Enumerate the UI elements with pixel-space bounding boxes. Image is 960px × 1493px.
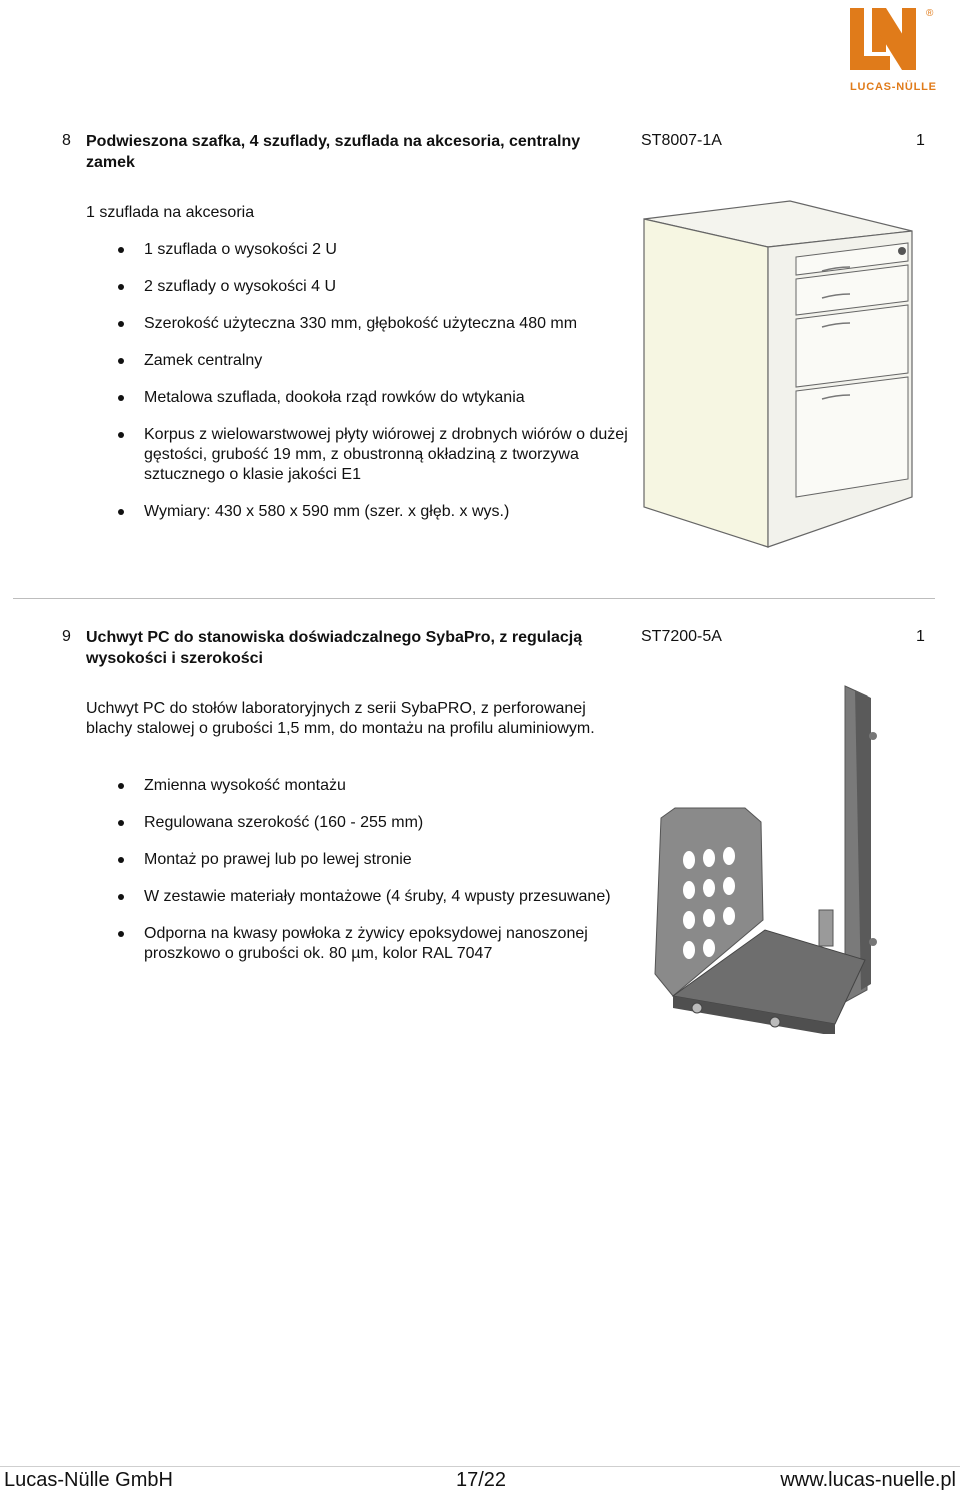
pc-holder-image (645, 684, 890, 1034)
footer-page-number: 17/22 (456, 1469, 507, 1491)
item-number: 8 (62, 132, 71, 149)
footer-website[interactable]: www.lucas-nuelle.pl (780, 1469, 956, 1491)
list-item: Wymiary: 430 x 580 x 590 mm (szer. x głęb. x wys.) (112, 502, 632, 522)
svg-text:®: ® (926, 8, 934, 19)
list-item: Metalowa szuflada, dookoła rząd rowków do wtykania (112, 388, 632, 408)
item-intro: 1 szuflada na akcesoria (86, 204, 255, 221)
item-code: ST7200-5A (641, 628, 722, 645)
list-item: Odporna na kwasy powłoka z żywicy epoksydowej nanoszonej proszkowo o grubości ok. 80 µm, kolor RAL 7047 (112, 924, 632, 964)
item-intro: Uchwyt PC do stołów laboratoryjnych z serii SybaPRO, z perforowanej blachy stalowej o grubości 1,5 mm, do montażu na profilu aluminiowym. (86, 700, 595, 737)
item-quantity: 1 (916, 132, 925, 149)
lucas-nuelle-logo (846, 4, 940, 96)
item-title: Uchwyt PC do stanowiska doświadczalnego SybaPro, z regulacją wysokości i szerokości (86, 629, 583, 667)
footer-company: Lucas-Nülle GmbH (4, 1469, 173, 1491)
cabinet-image (640, 195, 940, 565)
item-number: 9 (62, 628, 71, 645)
list-item: Korpus z wielowarstwowej płyty wiórowej z drobnych wiórów o dużej gęstości, grubość 19 mm, z obustronną okładziną z tworzywa sztucznego o klasie jakości E1 (112, 425, 632, 485)
list-item: Szerokość użyteczna 330 mm, głębokość użyteczna 480 mm (112, 314, 632, 334)
list-item: W zestawie materiały montażowe (4 śruby, 4 wpusty przesuwane) (112, 887, 632, 907)
list-item: Regulowana szerokość (160 - 255 mm) (112, 813, 632, 833)
feature-list (112, 776, 632, 964)
svg-text:LUCAS-NÜLLE: LUCAS-NÜLLE (850, 81, 936, 93)
section-divider (13, 598, 935, 599)
list-item: 2 szuflady o wysokości 4 U (112, 277, 632, 297)
item-code: ST8007-1A (641, 132, 722, 149)
list-item: Montaż po prawej lub po lewej stronie (112, 850, 632, 870)
item-title: Podwieszona szafka, 4 szuflady, szuflada na akcesoria, centralny zamek (86, 133, 581, 171)
item-quantity: 1 (916, 628, 925, 645)
list-item: 1 szuflada o wysokości 2 U (112, 240, 632, 260)
list-item: Zamek centralny (112, 351, 632, 371)
footer-divider (0, 1466, 960, 1467)
feature-list (112, 240, 632, 522)
list-item: Zmienna wysokość montażu (112, 776, 632, 796)
